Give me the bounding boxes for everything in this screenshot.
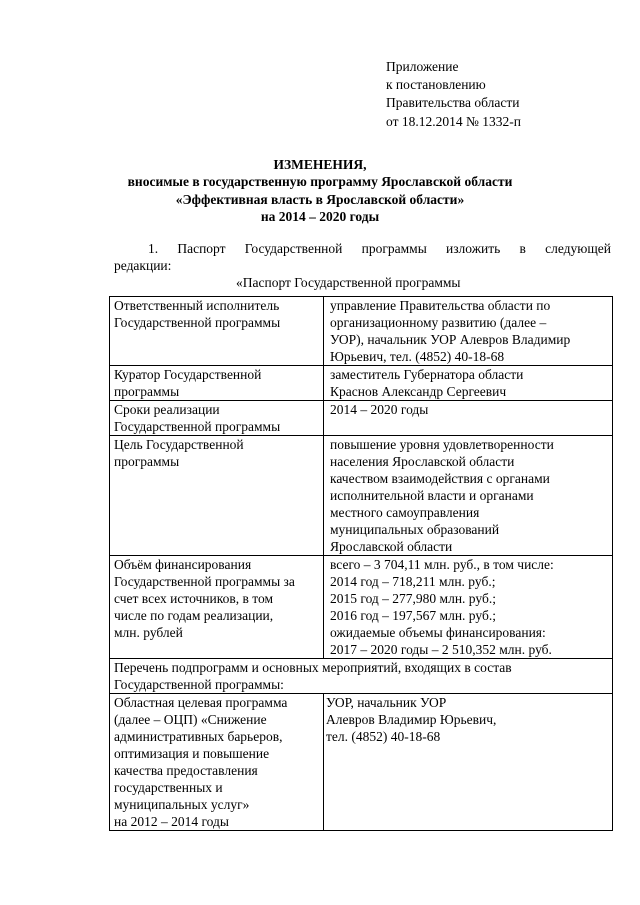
intro-paragraph <box>114 240 611 275</box>
word: 1. <box>148 241 159 256</box>
table-cell-label: Объём финансирования Государственной программы за счет всех источников, в том числе по годам реализации, млн. рублей <box>110 556 324 659</box>
table-cell-label: Цель Государственной программы <box>110 436 324 556</box>
table-cell-value: заместитель Губернатора области Краснов Александр Сергеевич <box>324 366 613 401</box>
word: изложить <box>446 241 501 256</box>
title-line: ИЗМЕНЕНИЯ, <box>273 157 367 172</box>
table-cell-label: Куратор Государственной программы <box>110 366 324 401</box>
title-line: «Эффективная власть в Ярославской области» <box>175 191 465 207</box>
word: программы <box>361 241 427 256</box>
paragraph-line <box>114 240 611 257</box>
table-row <box>110 401 613 436</box>
table-cell-value: повышение уровня удовлетворенности населения Ярославской области качеством взаимодействия с органами исполнительной власти и органами местного самоуправления муниципальных образований Ярославской области <box>324 436 613 556</box>
appendix-line: Приложение <box>386 59 459 74</box>
table-cell-span: Перечень подпрограмм и основных мероприятий, входящих в состав Государственной программы: <box>110 659 613 694</box>
table-row <box>110 297 613 366</box>
appendix-line: Правительства области <box>386 95 520 111</box>
table-cell-value: управление Правительства области по организационному развитию (далее – УОР), начальник УОР Алевров Владимир Юрьевич, тел. (4852) 40-18-68 <box>324 297 613 366</box>
table-cell-value: 2014 – 2020 годы <box>324 401 613 436</box>
appendix-line: к постановлению <box>386 77 486 93</box>
document-title <box>0 156 640 225</box>
table-row <box>110 436 613 556</box>
table-cell-label: Сроки реализации Государственной программы <box>110 401 324 436</box>
appendix-line: от 18.12.2014 № 1332-п <box>386 113 521 129</box>
paragraph-line: редакции: <box>114 258 172 274</box>
table-row <box>110 556 613 659</box>
table-cell-label: Областная целевая программа (далее – ОЦП) «Снижение административных барьеров, оптимизация и повышение качества предоставления государственных и муниципальных услуг» на 2012 – 2014 годы <box>110 694 324 831</box>
passport-table <box>109 296 613 831</box>
table-cell-label: Ответственный исполнитель Государственной программы <box>110 297 324 366</box>
title-line: вносимые в государственную программу Ярославской области <box>127 174 513 190</box>
table-cell-value: всего – 3 704,11 млн. руб., в том числе: 2014 год – 718,211 млн. руб.; 2015 год – 277,980 млн. руб.; 2016 год – 197,567 млн. руб.; ожидаемые объемы финансирования: 2017 – 2020 годы – 2 510,352 млн. руб. <box>324 556 613 659</box>
table-span-row <box>110 659 613 694</box>
table-row <box>110 366 613 401</box>
word: в <box>519 241 526 256</box>
word: следующей <box>545 241 611 256</box>
table-row <box>110 694 613 831</box>
title-line: на 2014 – 2020 годы <box>260 208 380 224</box>
appendix-header <box>386 58 521 131</box>
word: Паспорт <box>177 241 226 256</box>
table-cell-value: УОР, начальник УОР Алевров Владимир Юрьевич, тел. (4852) 40-18-68 <box>324 694 613 831</box>
word: Государственной <box>244 241 343 256</box>
passport-heading: «Паспорт Государственной программы <box>236 275 461 290</box>
